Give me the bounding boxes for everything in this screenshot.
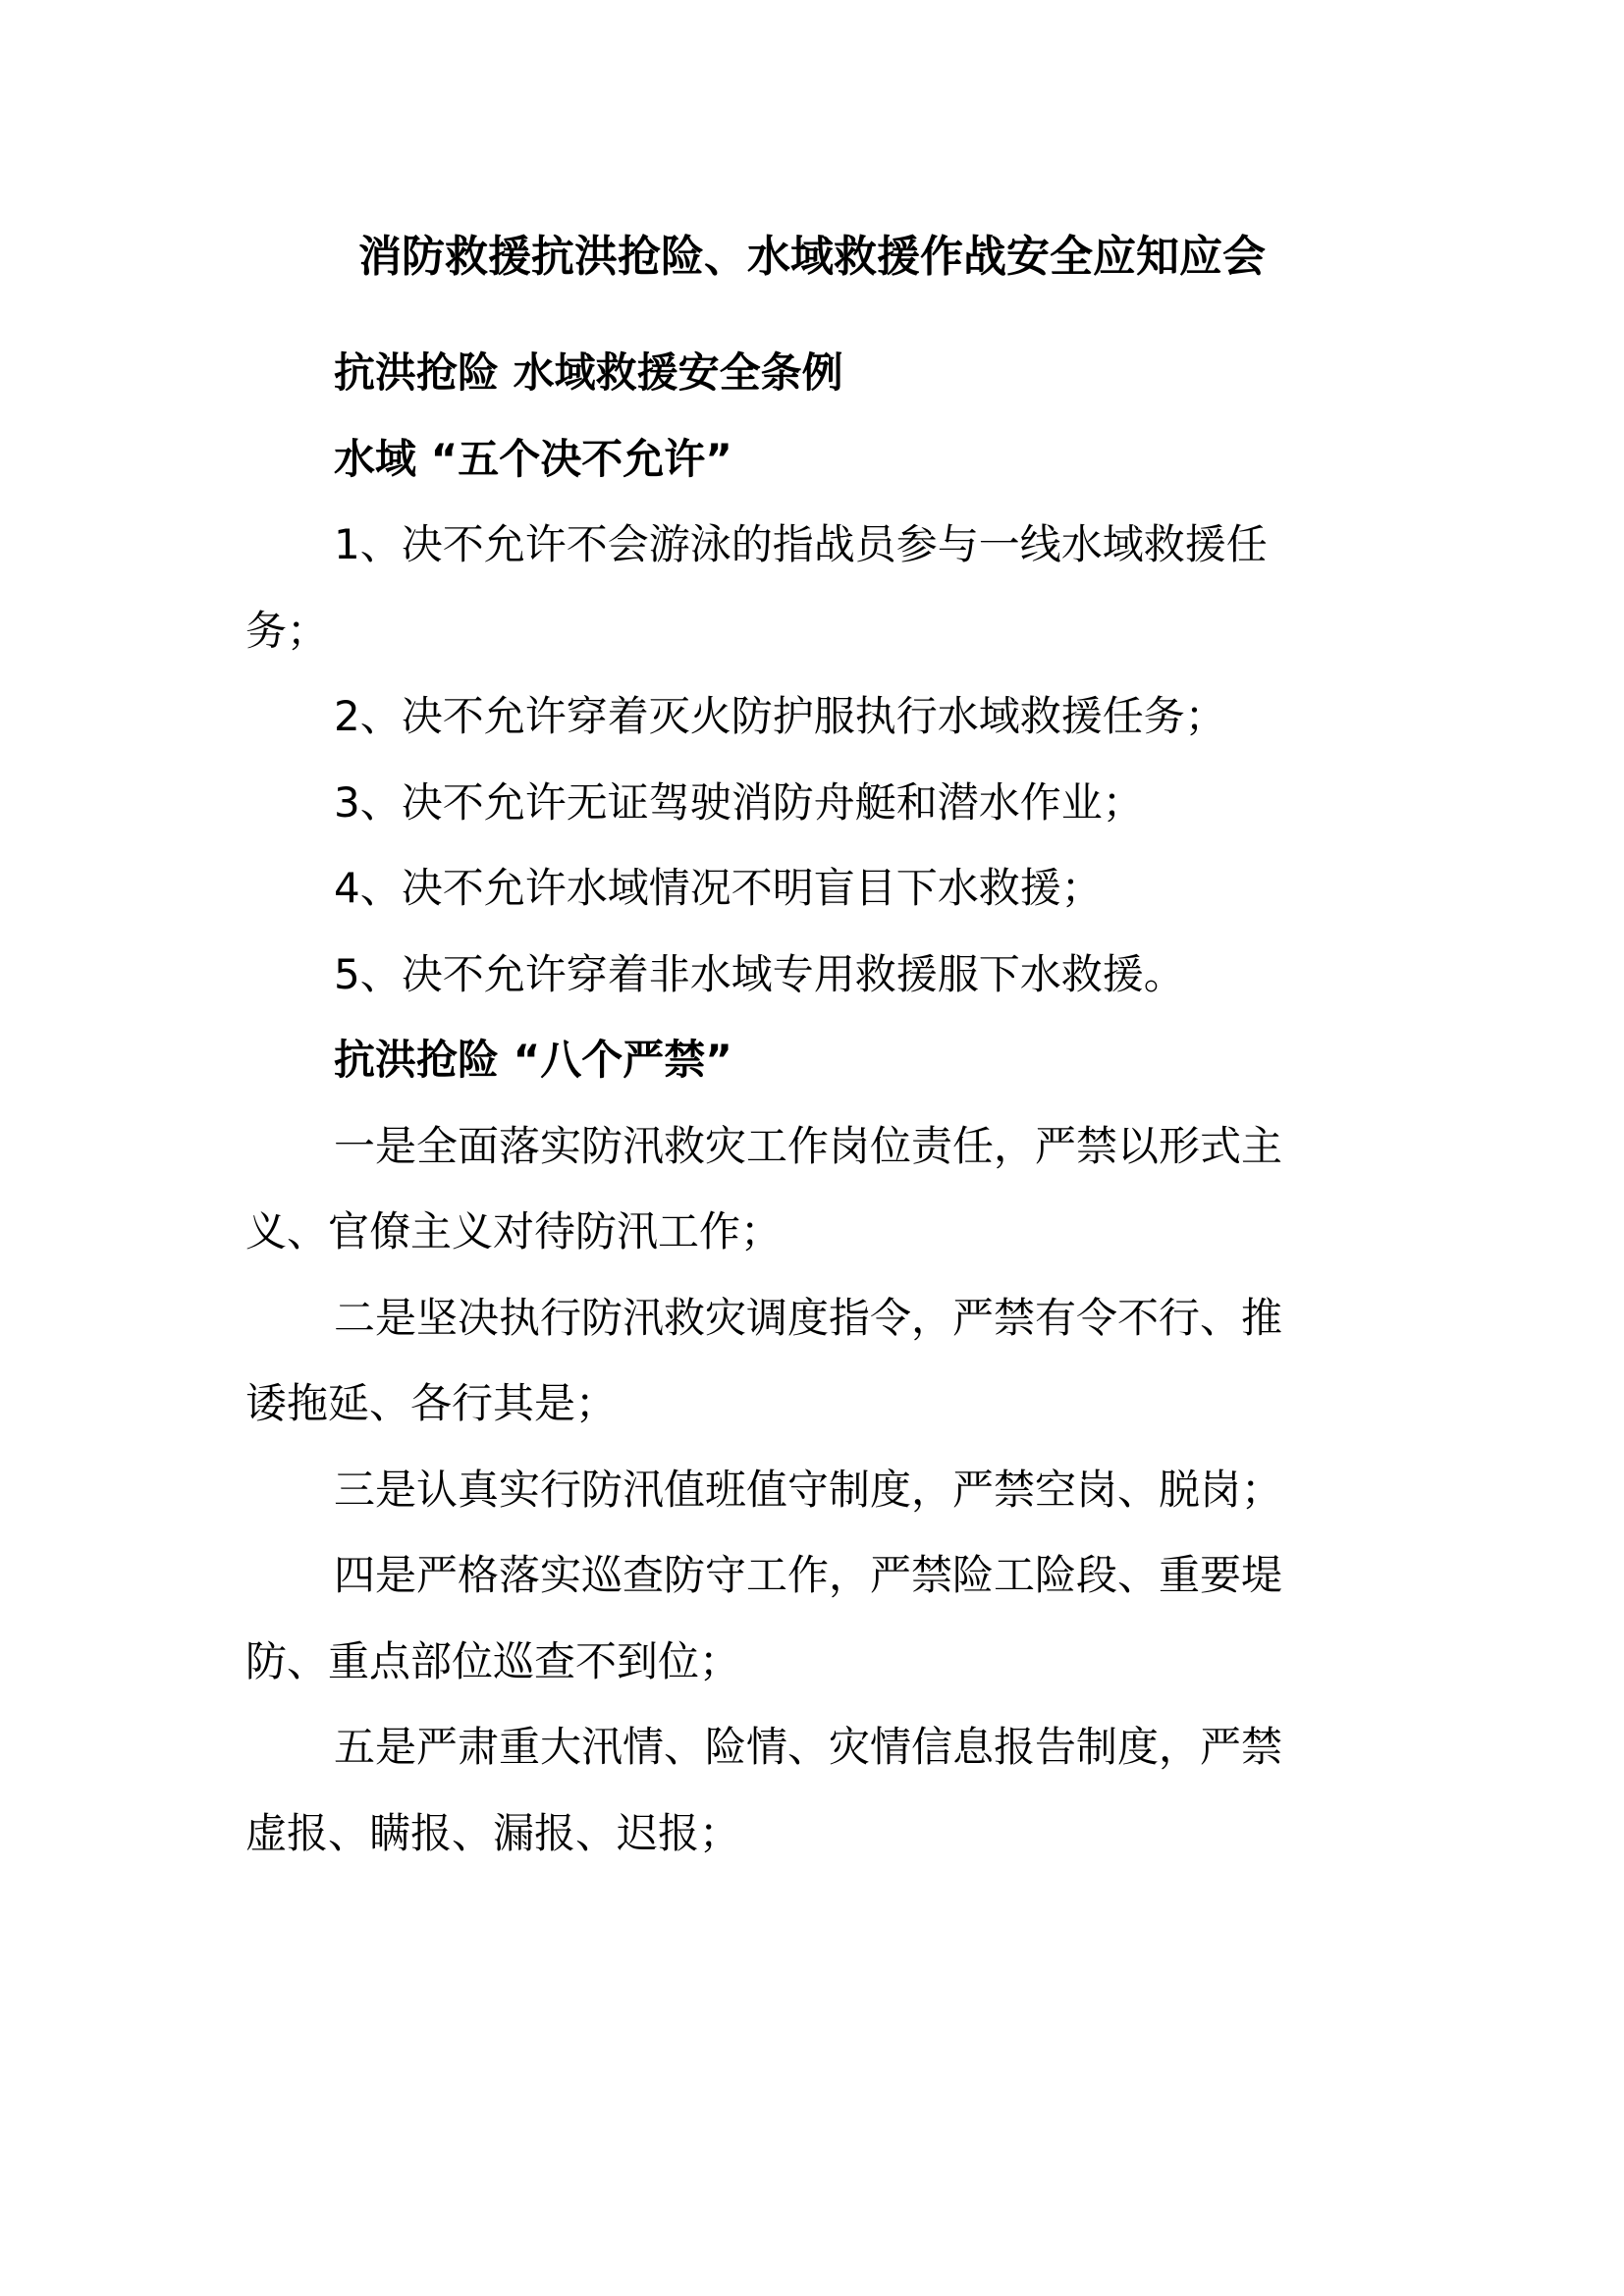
document-body [245, 330, 1351, 1876]
paragraph-line: 四是严格落实巡查防守工作，严禁险工险段、重要堤 [334, 1551, 1283, 1599]
paragraph-line: 五是严肃重大汛情、险情、灾情信息报告制度，严禁 [334, 1723, 1283, 1771]
paragraph-line: 1、决不允许不会游泳的指战员参与一线水域救援任 [334, 520, 1268, 568]
paragraph-line: 三是认真实行防汛值班值守制度，严禁空岗、脱岗； [334, 1465, 1283, 1514]
section-heading-eight-prohibitions: 抗洪抢险 “八个严禁” [334, 1036, 732, 1084]
paragraph-line: 二是坚决执行防汛救灾调度指令，严禁有令不行、推 [334, 1293, 1283, 1342]
paragraph-line: 4、决不允许水域情况不明盲目下水救援； [334, 864, 1103, 912]
paragraph-line: 5、决不允许穿着非水域专用救援服下水救援。 [334, 949, 1185, 998]
section-heading-five-never: 水域 “五个决不允许” [334, 434, 732, 483]
paragraph-line: 务； [245, 606, 329, 655]
paragraph-line: 防、重点部位巡查不到位； [245, 1636, 741, 1685]
paragraph-line: 虚报、瞒报、漏报、迟报； [245, 1808, 741, 1857]
paragraph-line: 2、决不允许穿着灭火防护服执行水域救援任务； [334, 692, 1226, 740]
document-title: 消防救援抗洪抢险、水域救援作战安全应知应会 [358, 232, 1266, 282]
paragraph-line: 诿拖延、各行其是； [245, 1379, 618, 1427]
section-heading-regulations: 抗洪抢险 水域救援安全条例 [334, 348, 843, 397]
paragraph-line: 3、决不允许无证驾驶消防舟艇和潜水作业； [334, 777, 1144, 827]
paragraph-line: 一是全面落实防汛救灾工作岗位责任，严禁以形式主 [334, 1121, 1283, 1170]
paragraph-line: 义、官僚主义对待防汛工作； [245, 1207, 783, 1255]
